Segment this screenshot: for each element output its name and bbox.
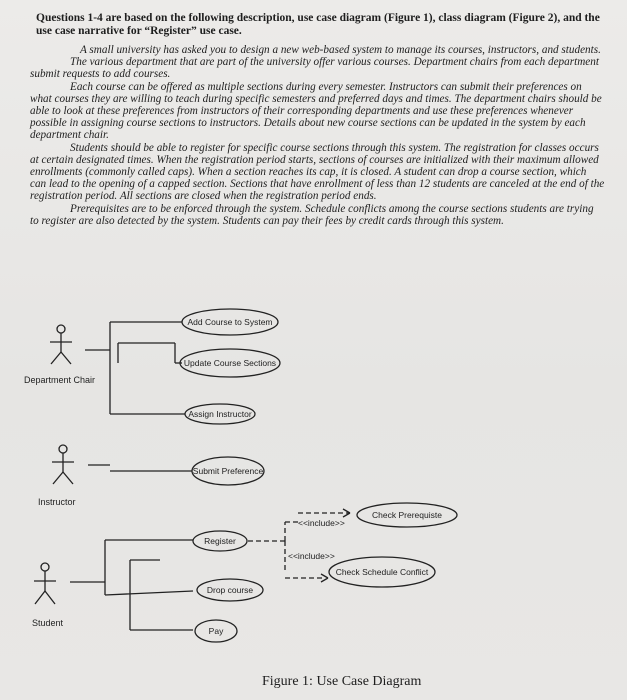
actor-instructor-label: Instructor (38, 497, 76, 507)
figure-caption: Figure 1: Use Case Diagram (262, 674, 422, 689)
paragraph-5: Prerequisites are to be enforced through the system. Schedule conflicts among the course sections students are trying to register are also detected by the system. Students can pay their fees by credit cards through this system. (30, 202, 594, 227)
use-case-check-prerequisite: Check Prerequiste (372, 510, 442, 520)
include-arrowhead-2 (321, 574, 328, 582)
questions-heading: Questions 1-4 are based on the following description, use case diagram (Figure 1), class diagram (Figure 2), and the use case narrative for “Register” use case. (36, 12, 600, 37)
use-case-update-sections: Update Course Sections (183, 358, 277, 368)
actor-department-chair-figure (50, 325, 72, 364)
actor-instructor-figure (52, 445, 74, 484)
use-case-submit-preference: Submit Preference (192, 466, 264, 476)
include-stereotype-2: <<include>> (288, 551, 335, 561)
include-stereotype-1: <<include>> (298, 518, 345, 528)
actor-student-label: Student (32, 618, 64, 628)
use-case-check-schedule-conflict: Check Schedule Conflict (335, 567, 429, 577)
use-case-add-course: Add Course to System (187, 317, 273, 327)
actor-student-figure (34, 563, 56, 604)
paragraph-1: A small university has asked you to design a new web-based system to manage its courses, instructors, and students. (80, 44, 601, 56)
paragraph-3: Each course can be offered as multiple sections during every semester. Instructors can submit their preferences on what courses they are willing to teach during specific semesters and preferred days and times. The department chairs should be able to look at these preferences from instructors of their corresponding departments and use these preferences whenever possible in assigning course sections to instructors. Details about new course sections can be updated in the system by each department chair. (30, 80, 602, 142)
paragraph-4: Students should be able to register for specific course sections through this system. The registration for classes occurs at certain designated times. When the registration period starts, sections of courses are initialized with their maximum allowed enrollments (commonly called caps). When a section reaches its cap, it is closed. A student can drop a course section, which can lead to the opening of a capped section. Sections that have enrollment of less than 12 students are canceled at the end of the registration period. All sections are closed when the registration period ends. (30, 141, 605, 203)
use-case-register: Register (204, 536, 236, 546)
use-case-assign-instructor: Assign Instructor (188, 409, 252, 419)
actor-department-chair-label: Department Chair (24, 375, 96, 385)
use-case-pay: Pay (208, 626, 224, 636)
paragraph-2: The various department that are part of the university offer various courses. Department chairs from each department submit requests to add courses. (30, 56, 599, 81)
use-case-drop-course: Drop course (206, 585, 254, 595)
department-chair-associations (85, 322, 185, 414)
student-associations (70, 540, 193, 630)
